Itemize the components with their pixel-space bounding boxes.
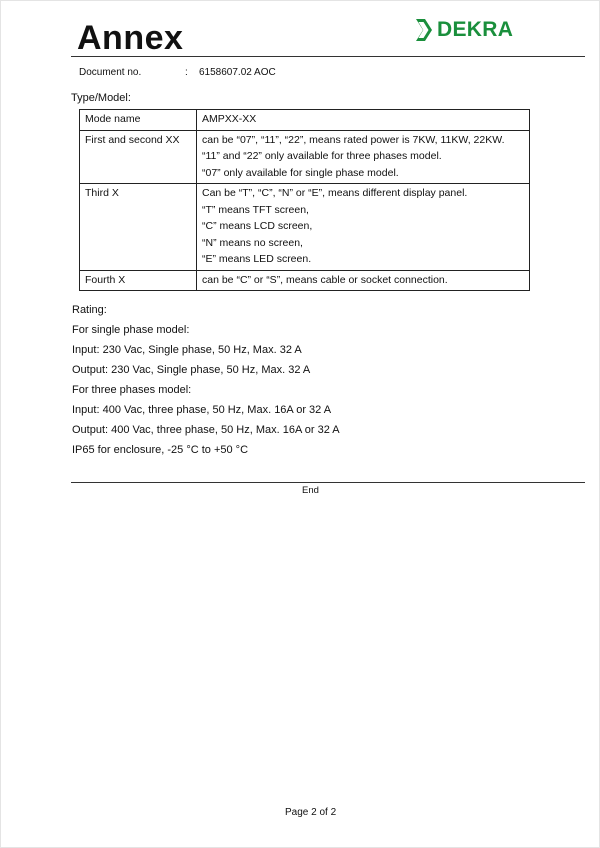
table-value-line: “T” means TFT screen, (202, 203, 309, 216)
table-value-line: can be “C” or “S”, means cable or socket connection. (202, 273, 448, 286)
rating-line: Input: 400 Vac, three phase, 50 Hz, Max. 16A or 32 A (72, 404, 332, 416)
rating-line: IP65 for enclosure, -25 °C to +50 °C (72, 444, 249, 456)
rating-line: For single phase model: (72, 324, 190, 336)
rating-heading: Rating: (72, 304, 107, 316)
table-value-line: Can be “T”, “C”, “N” or “E”, means different display panel. (202, 187, 468, 199)
rating-section (72, 300, 340, 460)
table-value-line: “C” means LCD screen, (202, 220, 313, 232)
page-title: Annex (77, 19, 184, 57)
table-row (80, 130, 530, 184)
rating-line: Output: 400 Vac, three phase, 50 Hz, Max. 16A or 32 A (72, 424, 340, 436)
rating-line: Output: 230 Vac, Single phase, 50 Hz, Max. 32 A (72, 364, 311, 376)
dekra-logo-icon (415, 18, 433, 42)
header-divider (71, 56, 585, 57)
type-model-table (79, 109, 530, 291)
table-value-cell (197, 130, 530, 184)
table-value-cell (197, 270, 530, 291)
page-number: Page 2 of 2 (285, 807, 337, 818)
end-divider (71, 482, 585, 483)
table-key-cell: Fourth X (80, 270, 197, 291)
table-value-line: “E” means LED screen. (202, 253, 312, 265)
document-number-label: Document no. (79, 67, 142, 78)
dekra-logo (415, 16, 513, 44)
end-label: End (302, 485, 319, 496)
table-value-cell (197, 184, 530, 271)
table-row (80, 270, 530, 291)
document-number-colon: : (185, 67, 188, 78)
rating-line: Input: 230 Vac, Single phase, 50 Hz, Max. 32 A (72, 344, 302, 356)
table-key-cell: Mode name (80, 110, 197, 131)
table-value-cell (197, 110, 530, 131)
table-value-line: “N” means no screen, (202, 236, 303, 249)
table-row (80, 110, 530, 131)
document-number-value: 6158607.02 AOC (199, 67, 276, 78)
table-value-line: “07” only available for single phase model. (202, 166, 399, 179)
table-key-cell: First and second XX (80, 130, 197, 184)
table-value-line: AMPXX-XX (202, 113, 257, 125)
type-model-label: Type/Model: (71, 92, 131, 104)
table-row (80, 184, 530, 271)
table-value-line: can be “07”, “11”, “22”, means rated power is 7KW, 11KW, 22KW. (202, 133, 505, 146)
rating-line: For three phases model: (72, 384, 192, 396)
table-key-cell: Third X (80, 184, 197, 271)
logo-text: DEKRA (437, 18, 514, 41)
table-value-line: “11” and “22” only available for three phases model. (202, 150, 442, 162)
